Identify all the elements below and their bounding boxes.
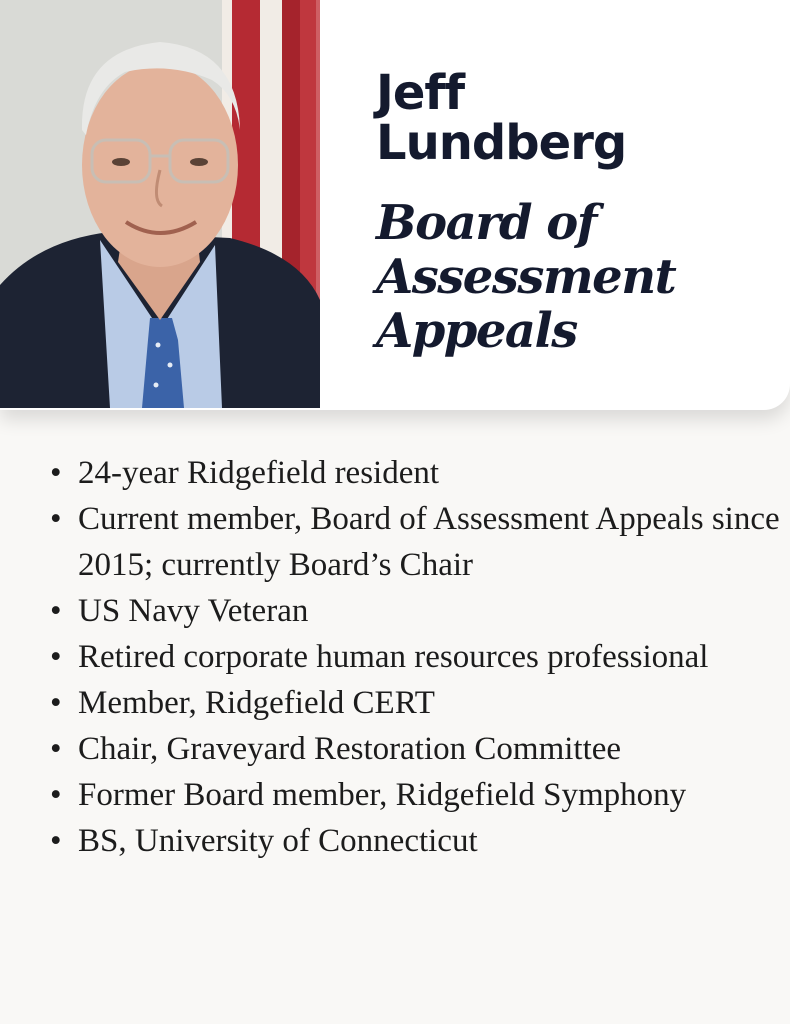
list-item: • Member, Ridgefield CERT [50, 680, 790, 726]
list-item: • Current member, Board of Assessment Appeals since 2015; currently Board’s Chair [50, 496, 790, 588]
first-name: Jeff [376, 65, 465, 121]
list-item: • 24-year Ridgefield resident [50, 450, 790, 496]
last-name: Lundberg [376, 115, 627, 171]
candidate-photo [0, 0, 320, 408]
office-title-line: Assessment [376, 249, 676, 305]
list-item: • Retired corporate human resources professional [50, 634, 790, 680]
card-header [0, 0, 790, 410]
list-item: • Former Board member, Ridgefield Symphony [50, 772, 790, 818]
list-item: • US Navy Veteran [50, 588, 790, 634]
office-title-line: Board of [376, 195, 596, 251]
office-title [376, 196, 736, 358]
list-item: • Chair, Graveyard Restoration Committee [50, 726, 790, 772]
qualifications-list [50, 450, 790, 864]
candidate-name [376, 65, 627, 171]
list-item: • BS, University of Connecticut [50, 818, 790, 864]
office-title-line: Appeals [376, 303, 577, 359]
portrait-illustration [0, 0, 320, 408]
